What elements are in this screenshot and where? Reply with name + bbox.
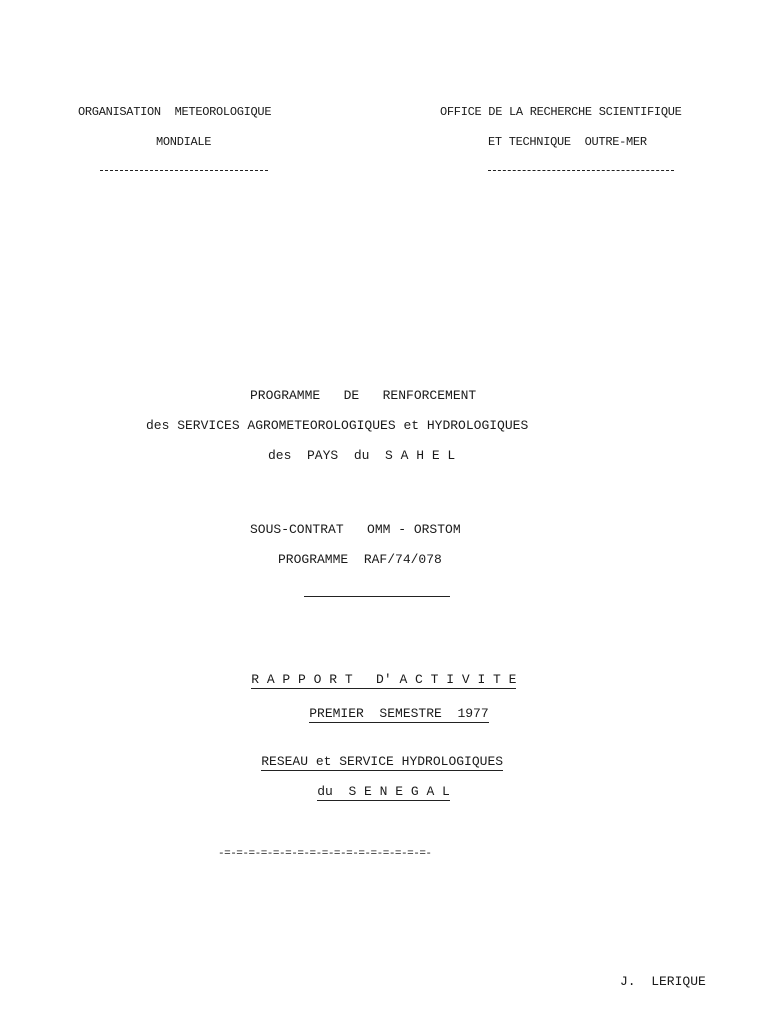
office-name-line2: ET TECHNIQUE OUTRE-MER	[488, 135, 647, 149]
report-country-gap	[333, 784, 349, 801]
author-name: J. LERIQUE	[620, 974, 706, 989]
org-name-line2: MONDIALE	[156, 135, 212, 149]
office-name-line1: OFFICE DE LA RECHERCHE SCIENTIFIQUE	[440, 105, 682, 119]
report-title-text: R A P P O R T D' A C T I V I T E	[251, 672, 517, 687]
programme-code: PROGRAMME RAF/74/078	[278, 552, 442, 567]
report-semester-text: PREMIER SEMESTRE 1977	[309, 706, 489, 721]
programme-services: des SERVICES AGROMETEOROLOGIQUES et HYDROLOGIQUES	[146, 418, 529, 433]
section-rule	[304, 596, 450, 597]
report-subject-text: RESEAU et SERVICE HYDROLOGIQUES	[261, 754, 504, 769]
programme-sahel: des PAYS du S A H E L	[268, 448, 456, 463]
header-right-rule	[488, 170, 674, 171]
report-country-prefix: du	[317, 784, 333, 799]
org-name-line1: ORGANISATION METEOROLOGIQUE	[78, 105, 272, 119]
decorative-divider: -=-=-=-=-=-=-=-=-=-=-=-=-=-=-=-=-=-	[218, 848, 432, 860]
report-country-text: S E N E G A L	[348, 784, 450, 799]
subcontract-line: SOUS-CONTRAT OMM - ORSTOM	[250, 522, 461, 537]
report-semester	[278, 690, 489, 738]
report-country	[286, 768, 450, 816]
header-left-rule	[100, 170, 268, 171]
programme-title: PROGRAMME DE RENFORCEMENT	[250, 388, 477, 403]
